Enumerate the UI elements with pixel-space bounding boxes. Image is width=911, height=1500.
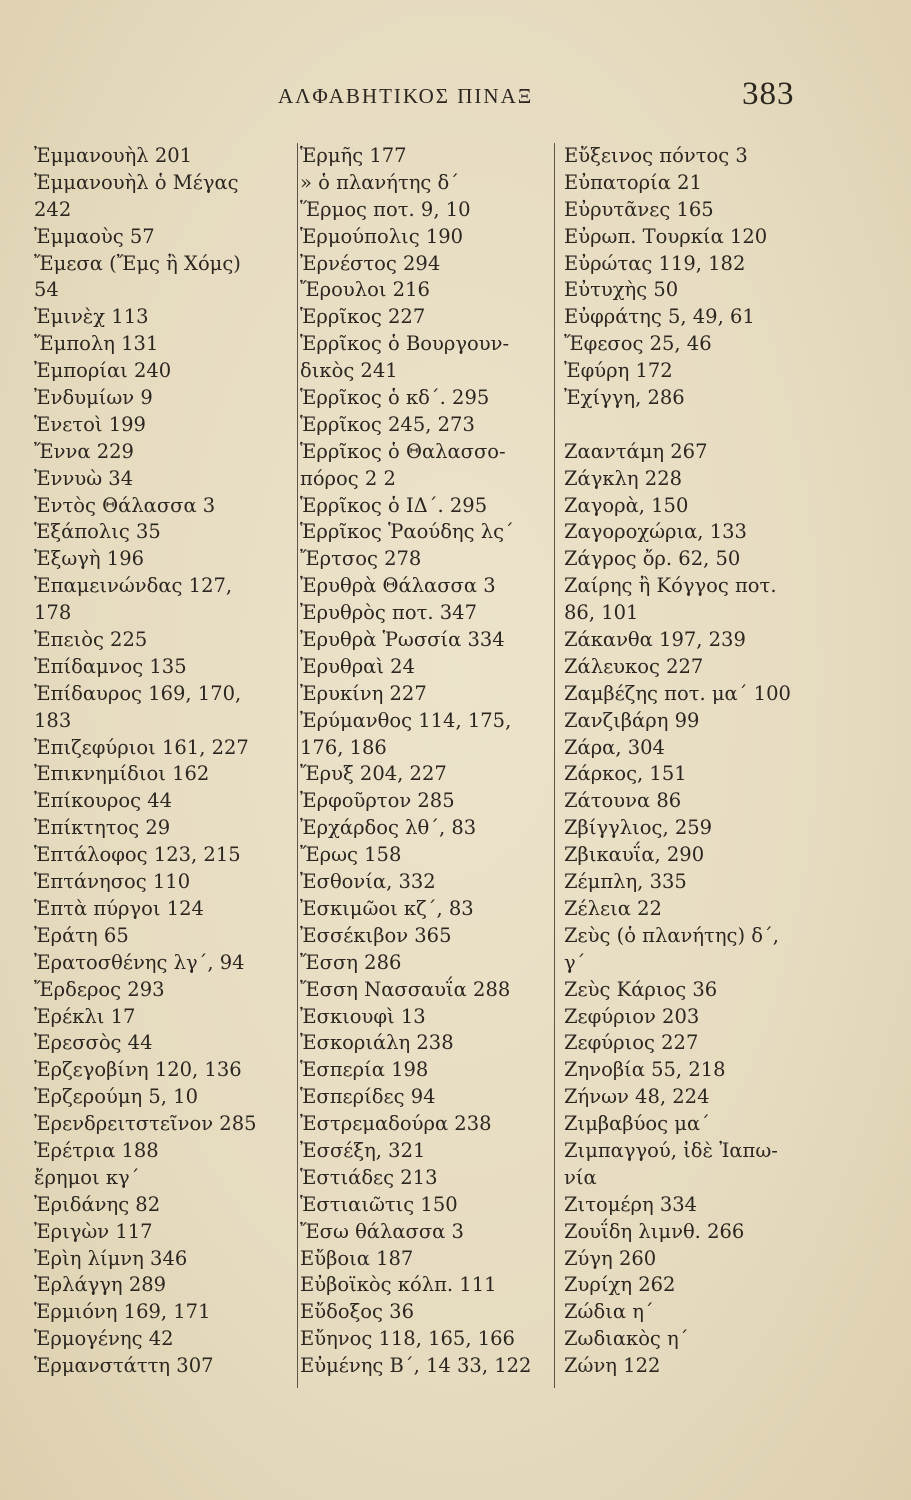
index-entry: Ἐρλάγγη 289 <box>34 1273 167 1297</box>
index-entry: Ζεφύριος 227 <box>564 1031 699 1055</box>
index-entry: Εὔξεινος πόντος 3 <box>564 144 748 167</box>
index-entry: Ἐριδάνης 82 <box>34 1192 161 1216</box>
index-entry: Ἔσω θάλασσα 3 <box>300 1219 464 1243</box>
index-entry: Ἑρρῖκος Ῥαούδης λς΄ <box>300 520 514 544</box>
index-entry: Ἐρζεγοβίνη 120, 136 <box>34 1058 242 1082</box>
index-entry: Ἑρμογένης 42 <box>34 1327 174 1351</box>
index-entry: Ἐπειὸς 225 <box>34 628 148 652</box>
index-entry: Ζήνων 48, 224 <box>564 1085 710 1109</box>
index-entry: Ἔσση 286 <box>300 950 402 974</box>
index-entry: Ἔννα 229 <box>34 439 134 463</box>
index-entry: Ἐρυθραὶ 24 <box>300 654 415 678</box>
index-entry: Ζααντάμη 267 <box>564 439 708 463</box>
index-entry: Ἐρφοῦρτον 285 <box>300 789 455 813</box>
index-entry: Ἔρουλοι 216 <box>300 278 430 302</box>
index-entry: Ἐσθονία, 332 <box>300 870 436 894</box>
index-column-right <box>564 143 826 1380</box>
index-entry: Ἐμπορίαι 240 <box>34 359 172 383</box>
index-entry: Ἐριγὼν 117 <box>34 1219 153 1243</box>
index-entry: Ζύγη 260 <box>564 1246 657 1270</box>
index-entry: Ἑρρῖκος ὁ Θαλασσο- <box>300 439 506 463</box>
index-entry: Ἐράτη 65 <box>34 923 129 947</box>
index-entry: Ζάγκλη 228 <box>564 466 683 490</box>
index-entry: Ζαμβέζης ποτ. μα΄ 100 <box>564 681 791 705</box>
index-entry: Ἑρμῆς 177 <box>300 144 407 167</box>
index-entry: Ἐρύμανθος 114, 175, <box>300 708 512 732</box>
index-entry: Ἑστιάδες 213 <box>300 1165 438 1189</box>
index-entry: Ἐρυκίνη 227 <box>300 681 427 705</box>
index-entry: Εὐτυχὴς 50 <box>564 278 679 302</box>
index-entry: Ζώνη 122 <box>564 1354 661 1378</box>
index-entry: Ζεὺς (ὁ πλανήτης) δ΄, <box>564 923 779 947</box>
index-entry: Ζαγοροχώρια, 133 <box>564 520 747 544</box>
index-entry: Ἐπαμεινώνδας 127, <box>34 574 233 598</box>
index-entry <box>564 412 826 439</box>
index-entry: Ἔρως 158 <box>300 843 402 867</box>
index-entry: Ἐσκιμῶοι κζ΄, 83 <box>300 896 474 920</box>
index-entry: Ἑπτάλοφος 123, 215 <box>34 843 241 867</box>
index-entry: Ζάγρος ὄρ. 62, 50 <box>564 547 741 571</box>
index-entry: Ἔμπολη 131 <box>34 332 159 356</box>
index-entry: Ἐρυθρὰ Ῥωσσία 334 <box>300 628 505 652</box>
index-entry: Ἐρεσσὸς 44 <box>34 1031 153 1055</box>
column-rule-right <box>554 143 555 1388</box>
index-entry: Ζβικαυΐα, 290 <box>564 843 705 867</box>
index-entry: Ἐμινὲχ 113 <box>34 305 149 329</box>
index-entry: Ἐρὶη λίμνη 346 <box>34 1246 188 1270</box>
index-entry: Ἑνετοὶ 199 <box>34 412 146 436</box>
index-entry: Ἐπίδαυρος 169, 170, <box>34 681 242 705</box>
index-entry: Ἐπικνημίδιοι 162 <box>34 762 210 786</box>
index-entry: Ἐννυὼ 34 <box>34 466 134 490</box>
index-entry: δικὸς 241 <box>300 359 398 383</box>
index-entry: Ἑξάπολις 35 <box>34 520 161 544</box>
index-entry: Ζιτομέρη 334 <box>564 1192 698 1216</box>
index-entry: γ΄ <box>564 950 586 974</box>
index-entry: Ζιμβαβύος μα΄ <box>564 1112 710 1136</box>
index-entry: Ἐσκιουφὶ 13 <box>300 1004 426 1028</box>
index-entry: Ἔρυξ 204, 227 <box>300 762 447 786</box>
index-entry: Ζάρα, 304 <box>564 735 665 759</box>
index-entry: Εὐφράτης 5, 49, 61 <box>564 305 755 329</box>
index-entry: Ἔφεσος 25, 46 <box>564 332 712 356</box>
index-entry: Ἔσση Νασσαυΐα 288 <box>300 977 511 1001</box>
index-entry: Ἐμμανουὴλ 201 <box>34 144 193 167</box>
index-entry: Ἑρρῖκος ὁ Βουργουν- <box>300 332 510 356</box>
index-entry: Ἔρδερος 293 <box>34 977 165 1001</box>
index-entry: Ζάλευκος 227 <box>564 654 704 678</box>
index-entry: Ἐπίδαμνος 135 <box>34 654 187 678</box>
index-entry: Ἔρτσος 278 <box>300 547 422 571</box>
index-entry: Ἐσκοριάλη 238 <box>300 1031 454 1055</box>
index-entry: Ἐχίγγη, 286 <box>564 386 685 410</box>
index-entry: Εὐρώτας 119, 182 <box>564 251 746 275</box>
index-entry: πόρος 2 2 <box>300 466 396 490</box>
index-entry: Ἕρμος ποτ. 9, 10 <box>300 197 471 221</box>
index-entry: Ἐρέτρια 188 <box>34 1138 159 1162</box>
page-number: 383 <box>742 76 795 112</box>
index-entry: Ζέμπλη, 335 <box>564 870 687 894</box>
index-entry: Ἐμμαοὺς 57 <box>34 224 155 248</box>
index-entry: Ἐσσέξη, 321 <box>300 1138 426 1162</box>
index-entry: Ἑρρῖκος ὁ ΙΔ΄. 295 <box>300 493 488 517</box>
index-entry: Ἑπτὰ πύργοι 124 <box>34 896 204 920</box>
index-entry: Ζώδια η΄ <box>564 1300 654 1324</box>
index-entry: Ζυρίχη 262 <box>564 1273 676 1297</box>
index-column-left <box>34 143 296 1380</box>
index-entry: Ἐρατοσθένης λγ΄, 94 <box>34 950 245 974</box>
index-entry: Ζαγορὰ, 150 <box>564 493 689 517</box>
index-entry: Ἐνδυμίων 9 <box>34 386 153 410</box>
index-entry: Ζεφύριον 203 <box>564 1004 700 1028</box>
index-entry: Ἑσπερίδες 94 <box>300 1085 436 1109</box>
index-entry: Ζέλεια 22 <box>564 896 662 920</box>
index-entry: Ἐπιζεφύριοι 161, 227 <box>34 735 249 759</box>
index-entry: Ἑρρῖκος ὁ κδ΄. 295 <box>300 386 490 410</box>
index-entry: 183 <box>34 708 72 732</box>
index-entry: 86, 101 <box>564 601 639 625</box>
index-column-middle <box>300 143 562 1380</box>
index-entry: Ἐρενδρειτστεῖνον 285 <box>34 1112 257 1136</box>
index-entry: Ἑστιαιῶτις 150 <box>300 1192 458 1216</box>
index-entry: νία <box>564 1165 597 1189</box>
index-entry: Ζωδιακὸς η΄ <box>564 1327 689 1351</box>
index-entry: Ζηνοβία 55, 218 <box>564 1058 726 1082</box>
index-entry: 242 <box>34 197 72 221</box>
index-entry: Ἐφύρη 172 <box>564 359 673 383</box>
column-rule-left <box>297 143 298 1388</box>
index-entry: Ἑρρῖκος 245, 273 <box>300 412 475 436</box>
index-entry: Εὔηνος 118, 165, 166 <box>300 1327 515 1351</box>
index-entry: Εὔβοια 187 <box>300 1246 414 1270</box>
index-entry: Ἑπτάνησος 110 <box>34 870 191 894</box>
index-entry: Εὐβοϊκὸς κόλπ. 111 <box>300 1273 497 1297</box>
index-entry: Ζάκανθα 197, 239 <box>564 628 746 652</box>
index-entry: Ζουΐδη λιμνθ. 266 <box>564 1219 745 1243</box>
index-entry: 178 <box>34 601 72 625</box>
index-entry: 54 <box>34 278 59 302</box>
index-entry: Ἑρμανστάττη 307 <box>34 1354 214 1378</box>
index-entry: Ἐξωγὴ 196 <box>34 547 145 571</box>
index-entry: Ζάρκος, 151 <box>564 762 687 786</box>
index-entry: Εὔδοξος 36 <box>300 1300 414 1324</box>
index-entry: Ζανζιβάρη 99 <box>564 708 700 732</box>
index-entry: » ὁ πλανήτης δ΄ <box>300 170 460 194</box>
index-entry: Ἑρρῖκος 227 <box>300 305 426 329</box>
index-entry: Ἐστρεμαδούρα 238 <box>300 1112 492 1136</box>
index-entry: Ἐρέκλι 17 <box>34 1004 136 1028</box>
index-entry: Ζαίρης ἢ Κόγγος ποτ. <box>564 574 777 598</box>
index-entry: Ἐμμανουὴλ ὁ Μέγας <box>34 170 239 194</box>
index-entry: Ἑρμούπολις 190 <box>300 224 464 248</box>
index-entry: Ἐπίκτητος 29 <box>34 816 171 840</box>
index-entry: Ἐντὸς Θάλασσα 3 <box>34 493 216 517</box>
index-entry: Εὐμένης Β΄, 14 33, 122 <box>300 1354 532 1378</box>
index-entry: Εὐπατορία 21 <box>564 170 702 194</box>
index-entry: 176, 186 <box>300 735 387 759</box>
index-entry: Ἐπίκουρος 44 <box>34 789 173 813</box>
index-entry: Ζβίγγλιος, 259 <box>564 816 713 840</box>
index-entry: Ἑρμιόνη 169, 171 <box>34 1300 211 1324</box>
index-entry: Ζεὺς Κάριος 36 <box>564 977 718 1001</box>
index-entry: Ἐρυθρὰ Θάλασσα 3 <box>300 574 496 598</box>
index-entry: Ἐρχάρδος λθ΄, 83 <box>300 816 477 840</box>
index-entry: Ἑσπερία 198 <box>300 1058 429 1082</box>
index-entry: Εὐρυτᾶνες 165 <box>564 197 714 221</box>
index-entry: ἔρημοι κγ΄ <box>34 1165 140 1189</box>
index-entry: Ζάτουνα 86 <box>564 789 682 813</box>
index-entry: Ζιμπαγγού, ἰδὲ Ἰαπω- <box>564 1138 778 1162</box>
index-entry: Εὐρωπ. Τουρκία 120 <box>564 224 768 248</box>
index-entry: Ἐρζερούμη 5, 10 <box>34 1085 198 1109</box>
index-entry: Ἐρυθρὸς ποτ. 347 <box>300 601 477 625</box>
index-entry: Ἔμεσα (Ἔμς ἢ Χόμς) <box>34 251 241 275</box>
running-title: ΑΛΦΑΒΗΤΙΚΟΣ ΠΙΝΑΞ <box>278 84 534 108</box>
index-entry: Ἐρνέστος 294 <box>300 251 441 275</box>
page-header <box>0 76 911 122</box>
index-entry: Ἐσσέκιβον 365 <box>300 923 452 947</box>
